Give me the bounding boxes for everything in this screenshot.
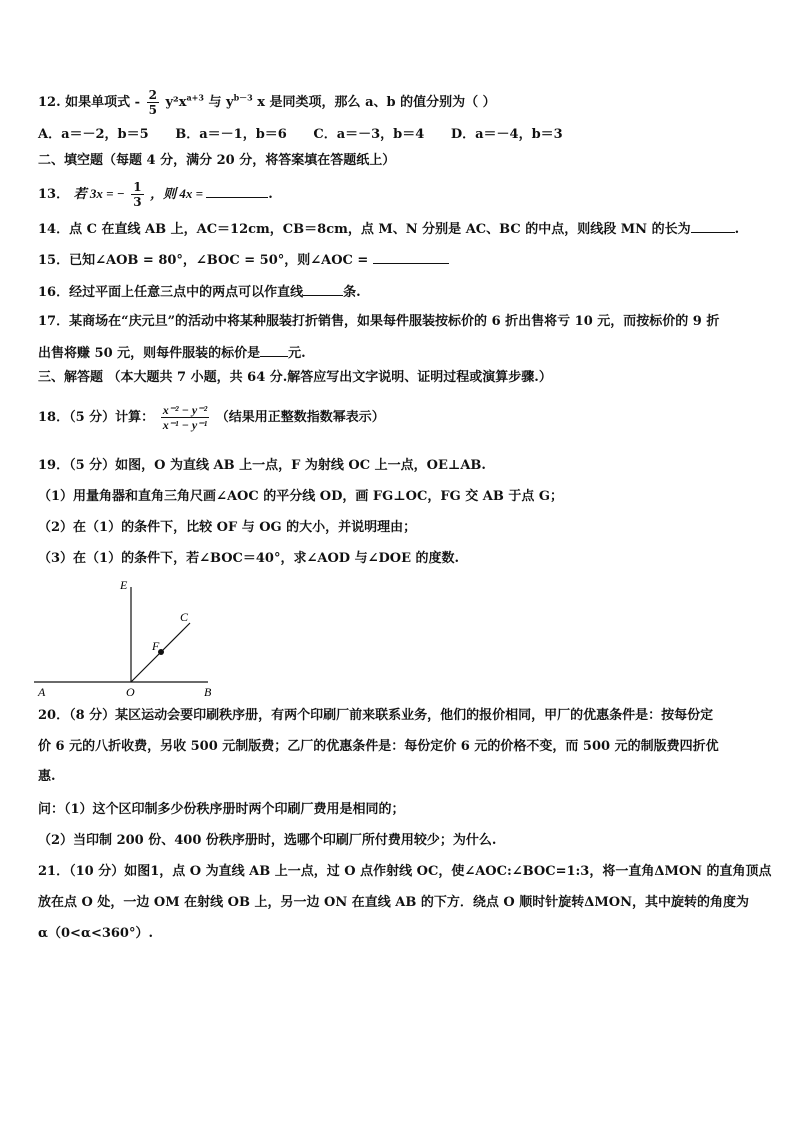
question-20-line2: 价 6 元的八折收费，另收 500 元制版费；乙厂的优惠条件是：每份定价 6 元的价格不变，而 500 元的制版费四折优 — [38, 739, 719, 754]
question-13 — [38, 180, 273, 209]
fraction-denominator: 5 — [148, 103, 157, 117]
question-20-part2: （2）当印制 200 份、400 份秩序册时，选哪个印刷厂所付费用较少；为什么. — [38, 833, 497, 848]
option-d: D．a＝－4，b＝3 — [450, 127, 563, 142]
question-20-line3: 惠. — [38, 769, 56, 784]
q12-term1: y²x — [165, 95, 187, 110]
question-17-line2 — [38, 343, 306, 363]
q17-text: 出售将赚 50 元，则每件服装的标价是 — [38, 346, 261, 361]
question-12 — [38, 88, 496, 117]
question-19-part2: （2）在（1）的条件下，比较 OF 与 OG 的大小，并说明理由； — [38, 520, 417, 535]
option-a: A．a＝－2，b＝5 — [38, 127, 149, 142]
q18-text-post: （结果用正整数指数幂表示） — [215, 410, 385, 425]
question-20-line1: 20．（8 分）某区运动会要印刷秩序册，有两个印刷厂前来联系业务，他们的报价相同，甲厂的优惠条件是：按每份定 — [38, 708, 714, 723]
answer-blank — [373, 250, 449, 264]
question-20-part1: 问：（1）这个区印制多少份秩序册时两个印刷厂费用是相同的； — [38, 802, 405, 817]
fraction-denominator: 3 — [133, 195, 142, 209]
fraction — [147, 88, 159, 117]
q16-text: 16．经过平面上任意三点中的两点可以作直线 — [38, 285, 304, 300]
q12-term1-exponent: a+3 — [186, 92, 204, 103]
answer-blank — [206, 184, 268, 198]
fraction-numerator: 2 — [148, 88, 157, 102]
fraction — [131, 180, 143, 209]
label-f: F — [152, 639, 160, 653]
label-a: A — [38, 685, 46, 699]
label-c: C — [180, 610, 189, 624]
question-21-line3: α（0<α<360°）. — [38, 926, 154, 941]
question-18 — [38, 403, 385, 432]
section-heading-solutions: 三、解答题 （本大题共 7 小题，共 64 分.解答应写出文字说明、证明过程或演算步骤.） — [38, 370, 552, 385]
q17-end: 元. — [288, 346, 306, 361]
q18-text-pre: 18．（5 分）计算： — [38, 410, 155, 425]
question-19-part1: （1）用量角器和直角三角尺画∠AOC 的平分线 OD，画 FG⊥OC，FG 交 AB 于点 G； — [38, 489, 563, 504]
q12-text-mid: 与 y — [208, 95, 234, 110]
question-15 — [38, 250, 449, 270]
option-c: C．a＝－3，b＝4 — [313, 127, 425, 142]
option-b: B．a＝－1，b＝6 — [175, 127, 287, 142]
question-number: 12. — [38, 95, 61, 110]
section-heading-fill-in: 二、填空题（每题 4 分，满分 20 分，将答案填在答题纸上） — [38, 153, 396, 168]
answer-blank — [691, 219, 735, 233]
q13-end: . — [268, 187, 273, 202]
question-21-line1: 21．（10 分）如图1，点 O 为直线 AB 上一点，过 O 点作射线 OC，使∠AOC:∠BOC=1:3，将一直角ΔMON 的直角顶点 — [38, 864, 772, 879]
q12-options — [38, 126, 585, 144]
q12-text-post: x 是同类项，那么 a、b 的值分别为（ ） — [257, 95, 496, 110]
label-b: B — [204, 685, 212, 699]
question-19-part3: （3）在（1）的条件下，若∠BOC＝40°，求∠AOD 与∠DOE 的度数. — [38, 551, 460, 566]
fraction-numerator: 1 — [133, 180, 142, 194]
answer-blank — [303, 282, 343, 296]
question-19-stem: 19．（5 分）如图，O 为直线 AB 上一点，F 为射线 OC 上一点，OE⊥AB. — [38, 458, 486, 473]
answer-blank — [260, 343, 288, 357]
geometry-figure — [30, 575, 230, 700]
q13-text-post: ，则 4x = — [150, 186, 207, 201]
question-21-line2: 放在点 O 处，一边 OM 在射线 OB 上，另一边 ON 在直线 AB 的下方．绕点 O 顺时针旋转ΔMON，其中旋转的角度为 — [38, 895, 749, 910]
question-number: 13． — [38, 187, 70, 202]
q12-term2-exponent: b－3 — [233, 92, 253, 103]
fraction-expression — [161, 403, 209, 432]
question-14 — [38, 219, 739, 239]
fraction-numerator: x⁻² − y⁻² — [162, 403, 208, 417]
fraction-denominator: x⁻¹ − y⁻¹ — [162, 418, 208, 432]
label-e: E — [120, 578, 128, 592]
q14-end: . — [734, 222, 740, 237]
question-17-line1: 17．某商场在“庆元旦”的活动中将某种服装打折销售，如果每件服装按标价的 6 折出售将亏 10 元，而按标价的 9 折 — [38, 314, 720, 329]
q16-end: 条. — [343, 285, 361, 300]
q13-text-pre: 若 3x = − — [73, 186, 125, 201]
question-16 — [38, 282, 361, 302]
q14-text: 14．点 C 在直线 AB 上，AC＝12cm，CB＝8cm，点 M、N 分别是 AC、BC 的中点，则线段 MN 的长为 — [38, 222, 691, 237]
q15-text: 15．已知∠AOB = 80°，∠BOC = 50°，则∠AOC = — [38, 253, 373, 268]
label-o: O — [126, 685, 135, 699]
q12-text-pre: 如果单项式 - — [65, 95, 141, 110]
